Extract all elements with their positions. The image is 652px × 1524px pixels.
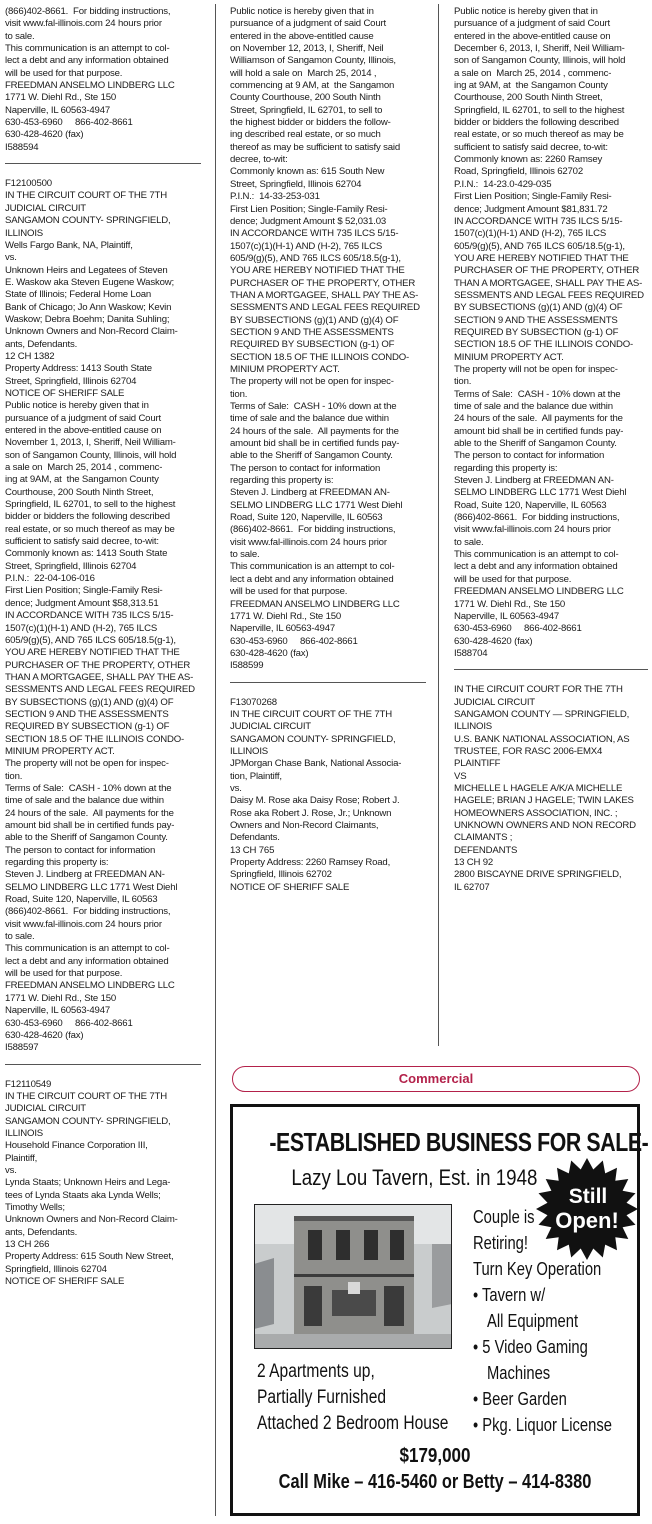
notice-line: SESSMENTS AND LEGAL FEES REQUIRED: [454, 289, 644, 301]
ad-right-line-2: Retiring!: [473, 1233, 528, 1253]
notice-separator: [454, 669, 648, 670]
notice-line: visit www.fal-illinois.com 24 hours prior: [5, 18, 162, 30]
column-3: [454, 6, 648, 894]
notice-line: PURCHASER OF THE PROPERTY, OTHER: [5, 659, 191, 671]
notice-line: SANGAMON COUNTY- SPRINGFIELD,: [5, 1115, 171, 1127]
notice-line: regarding this property is:: [230, 475, 334, 487]
notice-line: REQUIRED BY SUBSECTION (g-1) OF: [5, 721, 170, 733]
notice-line: 605/9(g)(5), AND 765 ILCS 605/18.5(g-1),: [230, 252, 401, 264]
notice-line: Steven J. Lindberg at FREEDMAN AN-: [5, 869, 165, 881]
notice-line: the highest bidder or bidders the follow-: [230, 117, 391, 129]
notice-line: 12 CH 1382: [5, 350, 55, 362]
notice-line: will hold a sale on March 25, 2014 ,: [230, 67, 377, 79]
notice-line: bidder or bidders the following described: [5, 511, 170, 523]
notice-line: 1771 W. Diehl Rd., Ste 150: [230, 610, 342, 622]
notice-line: Naperville, IL 60563-4947: [230, 623, 336, 635]
notice-line: 630-428-4620 (fax): [5, 129, 84, 141]
notice-line: YOU ARE HEREBY NOTIFIED THAT THE: [230, 265, 405, 277]
notice-line: MINIUM PROPERTY ACT.: [5, 745, 115, 757]
notice-line: State of Illinois; Federal Home Loan: [5, 289, 152, 301]
notice-line: SECTION 18.5 OF THE ILLINOIS CONDO-: [230, 351, 410, 363]
notice-line: Unknown Owners and Non-Record Claim-: [5, 326, 178, 338]
notice-line: regarding this property is:: [454, 462, 558, 474]
notice-line: NOTICE OF SHERIFF SALE: [5, 387, 125, 399]
notice-line: visit www.fal-illinois.com 24 hours prior: [454, 524, 611, 536]
ad-right-line-7: Machines: [487, 1363, 551, 1383]
notice-line: (866)402-8661. For bidding instructions,: [5, 6, 171, 17]
notice-line: pursuance of a judgment of said Court: [5, 412, 161, 424]
notice-line: SANGAMON COUNTY- SPRINGFIELD,: [230, 733, 396, 745]
notice-line: Waskow; Debra Boehm; Danita Suhling;: [5, 313, 170, 325]
still-open-starburst-icon: [535, 1157, 639, 1261]
notice-line: I588597: [5, 1042, 39, 1054]
notice-line: E. Waskow aka Steven Eugene Waskow;: [5, 276, 174, 288]
legal-notice-g: [454, 684, 648, 894]
column-1: [5, 6, 201, 1288]
notice-line: P.I.N.: 22-04-106-016: [5, 573, 95, 585]
notice-line: Road, Suite 120, Naperville, IL 60563: [454, 499, 607, 511]
notice-line: regarding this property is:: [5, 857, 109, 869]
notice-line: time of sale and the balance due within: [230, 413, 389, 425]
notice-line: lect a debt and any information obtained: [5, 55, 169, 67]
notice-line: 630-453-6960 866-402-8661: [5, 1017, 133, 1029]
notice-line: JUDICIAL CIRCUIT: [5, 202, 86, 214]
notice-line: dence; Judgment Amount $58,313.51: [5, 597, 159, 609]
notice-line: MINIUM PROPERTY ACT.: [230, 363, 340, 375]
notice-line: Public notice is hereby given that in: [454, 6, 598, 17]
notice-line: UNKNOWN OWNERS AND NON RECORD: [454, 820, 636, 831]
notice-line: Springfield, Illinois 62702: [230, 869, 332, 881]
notice-line: IN THE CIRCUIT COURT OF THE 7TH: [5, 190, 167, 202]
notice-line: will be used for that purpose.: [454, 573, 572, 585]
notice-line: F13070268: [230, 696, 277, 708]
notice-line: time of sale and the balance due within: [454, 401, 613, 412]
notice-line: FREEDMAN ANSELMO LINDBERG LLC: [5, 80, 175, 92]
notice-line: (866)402-8661. For bidding instructions,: [454, 512, 620, 524]
notice-line: Unknown Heirs and Legatees of Steven: [5, 264, 168, 276]
notice-line: First Lien Position; Single-Family Resi-: [230, 203, 388, 215]
notice-line: ILLINOIS: [5, 1127, 44, 1139]
notice-line: Road, Suite 120, Naperville, IL 60563: [5, 894, 158, 906]
notice-line: visit www.fal-illinois.com 24 hours prior: [5, 918, 162, 930]
notice-line: THAN A MORTGAGEE, SHALL PAY THE AS-: [230, 289, 419, 301]
notice-line: SECTION 9 AND THE ASSESSMENTS: [5, 708, 169, 720]
notice-line: PURCHASER OF THE PROPERTY, OTHER: [454, 265, 640, 277]
notice-line: JUDICIAL CIRCUIT: [5, 1103, 86, 1115]
notice-line: Public notice is hereby given that in: [230, 6, 374, 17]
notice-line: YOU ARE HEREBY NOTIFIED THAT THE: [454, 252, 629, 264]
notice-line: 24 hours of the sale. All payments for the: [230, 425, 399, 437]
notice-line: Daisy M. Rose aka Daisy Rose; Robert J.: [230, 795, 400, 807]
notice-line: time of sale and the balance due within: [5, 795, 164, 807]
notice-line: 1507(c)(1)(H-1) AND (H-2), 765 ILCS: [230, 240, 383, 252]
notice-line: First Lien Position; Single-Family Resi-: [5, 585, 163, 597]
notice-line: tion.: [230, 388, 248, 400]
notice-line: ing at 9AM, at the Sangamon County: [5, 474, 159, 486]
legal-notice-e: [230, 697, 426, 895]
notice-separator: [5, 1064, 201, 1065]
notice-line: F12110549: [5, 1078, 52, 1090]
notice-line: lect a debt and any information obtained: [5, 955, 169, 967]
notice-line: 1771 W. Diehl Rd., Ste 150: [5, 992, 117, 1004]
notice-line: 2800 BISCAYNE DRIVE SPRINGFIELD,: [454, 869, 622, 881]
tavern-building-photo: [254, 1204, 452, 1349]
notice-line: entered in the above-entitled cause on: [454, 30, 611, 42]
notice-line: December 6, 2013, I, Sheriff, Neil William-: [454, 43, 625, 55]
notice-line: SECTION 18.5 OF THE ILLINOIS CONDO-: [454, 339, 634, 351]
notice-line: MICHELLE L HAGELE A/K/A MICHELLE: [454, 782, 623, 794]
notice-line: Unknown Owners and Non-Record Claim-: [5, 1214, 178, 1226]
notice-line: MINIUM PROPERTY ACT.: [454, 351, 564, 363]
notice-line: 630-453-6960 866-402-8661: [5, 117, 133, 129]
notice-line: Courthouse, 200 South Ninth Street,: [5, 486, 154, 498]
notice-line: Property Address: 615 South New Street,: [5, 1251, 174, 1263]
notice-line: Steven J. Lindberg at FREEDMAN AN-: [454, 475, 614, 487]
notice-line: Household Finance Corporation III,: [5, 1140, 148, 1152]
notice-line: SELMO LINDBERG LLC 1771 West Diehl: [454, 487, 627, 499]
notice-line: THAN A MORTGAGEE, SHALL PAY THE AS-: [454, 277, 643, 289]
notice-line: The person to contact for information: [454, 450, 605, 462]
notice-line: SESSMENTS AND LEGAL FEES REQUIRED: [5, 684, 195, 696]
notice-line: Timothy Wells;: [5, 1201, 65, 1213]
notice-line: on November 12, 2013, I, Sheriff, Neil: [230, 43, 384, 55]
notice-line: Springfield, IL 62701, to sell to the highest: [5, 499, 176, 511]
notice-line: I588599: [230, 660, 264, 672]
notice-line: IN ACCORDANCE WITH 735 ILCS 5/15-: [230, 228, 399, 240]
notice-line: Public notice is hereby given that in: [5, 400, 149, 412]
notice-line: This communication is an attempt to col-: [5, 943, 170, 955]
ad-right-line-8: • Beer Garden: [473, 1389, 567, 1409]
ad-tavern-name: Lazy Lou Tavern, Est. in 1948: [291, 1165, 538, 1190]
notice-line: lect a debt and any information obtained: [230, 573, 394, 585]
notice-line: Terms of Sale: CASH - 10% down at the: [454, 388, 621, 400]
notice-line: IL 62707: [454, 881, 490, 893]
notice-line: P.I.N.: 14-23.0-429-035: [454, 178, 552, 190]
notice-line: Owners and Non-Record Claimants,: [230, 820, 379, 831]
notice-line: thereof as may be sufficient to satisfy said: [230, 141, 401, 153]
notice-line: entered in the above-entitled cause: [230, 30, 374, 42]
notice-line: This communication is an attempt to col-: [5, 43, 170, 55]
notice-line: visit www.fal-illinois.com 24 hours prior: [230, 536, 387, 548]
notice-line: FREEDMAN ANSELMO LINDBERG LLC: [454, 586, 624, 598]
notice-line: vs.: [5, 1164, 17, 1176]
notice-line: 24 hours of the sale. All payments for the: [454, 413, 623, 425]
ad-contact: Call Mike – 416-5460 or Betty – 414-8380: [278, 1471, 592, 1493]
notice-line: Steven J. Lindberg at FREEDMAN AN-: [230, 487, 390, 499]
notice-line: sufficient to satisfy said decree, to-wit:: [454, 141, 608, 153]
notice-line: BY SUBSECTIONS (g)(1) AND (g)(4) OF: [5, 696, 174, 708]
notice-line: U.S. BANK NATIONAL ASSOCIATION, AS: [454, 733, 630, 745]
notice-line: Naperville, IL 60563-4947: [5, 104, 111, 116]
column-divider-1: [215, 4, 216, 1516]
notice-line: Street, Springfield, Illinois 62704: [230, 178, 362, 190]
notice-line: FREEDMAN ANSELMO LINDBERG LLC: [230, 598, 400, 610]
notice-line: HAGELE; BRIAN J HAGELE; TWIN LAKES: [454, 795, 634, 807]
notice-line: 13 CH 92: [454, 857, 494, 869]
ad-right-line-1: Couple is: [473, 1207, 535, 1227]
ad-right-line-6: • 5 Video Gaming: [473, 1337, 588, 1357]
notice-line: Road, Springfield, Illinois 62702: [454, 166, 583, 178]
notice-line: IN THE CIRCUIT COURT FOR THE 7TH: [454, 684, 623, 696]
notice-line: decree, to-wit:: [230, 154, 288, 166]
notice-line: Bank of Chicago; Jo Ann Waskow; Kevin: [5, 301, 172, 313]
notice-line: 605/9(g)(5), AND 765 ILCS 605/18.5(g-1),: [5, 634, 176, 646]
notice-line: SANGAMON COUNTY — SPRINGFIELD,: [454, 708, 630, 720]
notice-line: commencing at 9 AM, at the Sangamon: [230, 80, 395, 92]
notice-line: 630-428-4620 (fax): [5, 1029, 84, 1041]
notice-line: Commonly known as: 615 South New: [230, 166, 385, 178]
notice-line: The property will not be open for inspec-: [454, 363, 618, 375]
notice-line: 1771 W. Diehl Rd., Ste 150: [5, 92, 117, 104]
commercial-section-header: Commercial: [232, 1066, 640, 1092]
notice-line: SELMO LINDBERG LLC 1771 West Diehl: [5, 881, 178, 893]
notice-line: 630-453-6960 866-402-8661: [230, 635, 358, 647]
notice-line: ILLINOIS: [454, 721, 493, 733]
notice-line: 630-428-4620 (fax): [454, 635, 533, 647]
notice-line: Courthouse, 200 South Ninth Street,: [454, 92, 603, 104]
notice-line: The property will not be open for inspec-: [5, 758, 169, 770]
notice-line: pursuance of a judgment of said Court: [454, 18, 610, 30]
notice-line: NOTICE OF SHERIFF SALE: [5, 1276, 125, 1288]
notice-line: This communication is an attempt to col-: [454, 549, 619, 561]
notice-line: IN ACCORDANCE WITH 735 ILCS 5/15-: [454, 215, 623, 227]
notice-line: to sale.: [5, 30, 35, 42]
notice-line: PLAINTIFF: [454, 758, 501, 770]
notice-line: tion, Plaintiff,: [230, 770, 282, 782]
notice-line: ILLINOIS: [230, 745, 269, 757]
ad-headline: -ESTABLISHED BUSINESS FOR SALE-: [269, 1127, 649, 1157]
notice-line: (866)402-8661. For bidding instructions,: [5, 906, 171, 918]
notice-line: November 1, 2013, I, Sheriff, Neil William-: [5, 437, 176, 449]
notice-line: 630-453-6960 866-402-8661: [454, 623, 582, 635]
legal-notice-f: [454, 6, 648, 660]
ad-left-line-2: Partially Furnished: [257, 1387, 387, 1408]
notice-line: Rose aka Robert J. Rose, Jr.; Unknown: [230, 807, 392, 819]
notice-line: FREEDMAN ANSELMO LINDBERG LLC: [5, 980, 175, 992]
notice-line: (866)402-8661. For bidding instructions,: [230, 524, 396, 536]
notice-line: I588704: [454, 647, 488, 659]
notice-line: SECTION 9 AND THE ASSESSMENTS: [454, 314, 618, 326]
notice-line: 1507(c)(1)(H-1) AND (H-2), 765 ILCS: [5, 622, 158, 634]
notice-line: Springfield, IL 62701, to sell to the highest: [454, 104, 625, 116]
ad-right-line-9: • Pkg. Liquor License: [473, 1415, 612, 1435]
notice-line: 24 hours of the sale. All payments for the: [5, 807, 174, 819]
notice-line: P.I.N.: 14-33-253-031: [230, 191, 320, 203]
notice-line: NOTICE OF SHERIFF SALE: [230, 881, 350, 893]
notice-line: 1771 W. Diehl Rd., Ste 150: [454, 598, 566, 610]
notice-line: amount bid shall be in certified funds pay-: [5, 820, 175, 831]
notice-line: son of Sangamon County, Illinois, will hold: [5, 449, 177, 461]
notice-line: TRUSTEE, FOR RASC 2006-EMX4: [454, 745, 603, 757]
notice-line: a sale on March 25, 2014 , commenc-: [5, 462, 163, 474]
notice-line: will be used for that purpose.: [230, 586, 348, 598]
notice-line: Defendants.: [230, 832, 280, 844]
notice-line: IN ACCORDANCE WITH 735 ILCS 5/15-: [5, 610, 174, 622]
notice-line: SELMO LINDBERG LLC 1771 West Diehl: [230, 499, 403, 511]
notice-line: Springfield, Illinois 62704: [5, 1263, 107, 1275]
notice-line: ants, Defendants.: [5, 338, 78, 350]
notice-line: The property will not be open for inspec-: [230, 376, 394, 388]
notice-line: Wells Fargo Bank, NA, Plaintiff,: [5, 239, 133, 251]
notice-line: tees of Lynda Staats aka Lynda Wells;: [5, 1189, 161, 1201]
notice-line: This communication is an attempt to col-: [230, 561, 395, 573]
notice-line: PURCHASER OF THE PROPERTY, OTHER: [230, 277, 416, 289]
notice-line: Naperville, IL 60563-4947: [454, 610, 560, 622]
notice-line: Naperville, IL 60563-4947: [5, 1005, 111, 1017]
notice-line: BY SUBSECTIONS (g)(1) AND (g)(4) OF: [454, 302, 623, 314]
notice-line: able to the Sheriff of Sangamon County.: [5, 832, 168, 844]
column-divider-2: [438, 4, 439, 1046]
notice-line: to sale.: [230, 549, 260, 561]
ad-right-line-4: • Tavern w/: [473, 1285, 546, 1305]
notice-line: a sale on March 25, 2014 , commenc-: [454, 67, 612, 79]
notice-line: The person to contact for information: [230, 462, 381, 474]
notice-line: SANGAMON COUNTY- SPRINGFIELD,: [5, 215, 171, 227]
ad-right-line-5: All Equipment: [487, 1311, 579, 1331]
notice-line: Property Address: 1413 South State: [5, 363, 152, 375]
notice-line: will be used for that purpose.: [5, 968, 123, 980]
notice-line: JPMorgan Chase Bank, National Associa-: [230, 758, 402, 770]
notice-line: amount bid shall be in certified funds pay-: [230, 438, 400, 450]
notice-line: entered in the above-entitled cause on: [5, 425, 162, 436]
notice-line: YOU ARE HEREBY NOTIFIED THAT THE: [5, 647, 180, 659]
notice-line: to sale.: [454, 536, 484, 548]
notice-line: ants, Defendants.: [5, 1226, 78, 1238]
notice-line: tion.: [454, 376, 472, 388]
notice-line: CLAIMANTS ;: [454, 832, 513, 844]
notice-line: The person to contact for information: [5, 844, 156, 856]
business-for-sale-ad: [230, 1104, 649, 1516]
notice-line: amount bid shall be in certified funds pay-: [454, 425, 624, 437]
notice-line: SECTION 9 AND THE ASSESSMENTS: [230, 326, 394, 338]
notice-line: REQUIRED BY SUBSECTION (g-1) OF: [454, 326, 619, 338]
ad-left-line-1: 2 Apartments up,: [257, 1361, 375, 1382]
starburst-line-2: Open!: [555, 1208, 619, 1233]
notice-separator: [5, 163, 201, 164]
notice-line: Property Address: 2260 Ramsey Road,: [230, 857, 391, 869]
notice-line: I588594: [5, 141, 39, 153]
notice-line: Street, Springfield, Illinois 62704: [5, 560, 137, 572]
notice-line: Street, Springfield, Illinois 62704: [5, 375, 137, 387]
notice-line: Williamson of Sangamon County, Illinois,: [230, 55, 396, 67]
notice-line: vs.: [5, 252, 17, 264]
notice-line: 13 CH 266: [5, 1239, 50, 1250]
notice-line: County Courthouse, 200 South Ninth: [230, 92, 381, 104]
notice-line: 13 CH 765: [230, 844, 275, 856]
notice-line: SECTION 18.5 OF THE ILLINOIS CONDO-: [5, 733, 185, 745]
notice-line: 1507(c)(1)(H-1) AND (H-2), 765 ILCS: [454, 228, 607, 240]
notice-line: Terms of Sale: CASH - 10% down at the: [5, 782, 172, 794]
notice-line: 605/9(g)(5), AND 765 ILCS 605/18.5(g-1),: [454, 240, 625, 252]
starburst-line-1: Still: [568, 1185, 608, 1208]
notice-line: First Lien Position; Single-Family Resi-: [454, 191, 612, 203]
notice-line: able to the Sheriff of Sangamon County.: [454, 438, 617, 450]
notice-line: IN THE CIRCUIT COURT OF THE 7TH: [5, 1090, 167, 1102]
notice-line: pursuance of a judgment of said Court: [230, 18, 386, 30]
notice-line: IN THE CIRCUIT COURT OF THE 7TH: [230, 708, 392, 720]
notice-line: JUDICIAL CIRCUIT: [230, 721, 311, 733]
notice-line: Road, Suite 120, Naperville, IL 60563: [230, 512, 383, 524]
notice-line: ing described real estate, or so much: [230, 129, 381, 141]
notice-line: son of Sangamon County, Illinois, will hold: [454, 55, 626, 67]
notice-line: Plaintiff,: [5, 1152, 38, 1164]
ad-right-line-3: Turn Key Operation: [473, 1259, 602, 1279]
notice-line: lect a debt and any information obtained: [454, 561, 618, 573]
notice-line: able to the Sheriff of Sangamon County.: [230, 450, 393, 462]
notice-line: sufficient to satisfy said decree, to-wit:: [5, 536, 159, 548]
notice-line: Terms of Sale: CASH - 10% down at the: [230, 401, 397, 412]
notice-line: dence; Judgment Amount $ 52,031.03: [230, 215, 387, 227]
notice-line: Commonly known as: 1413 South State: [5, 548, 168, 560]
notice-line: DEFENDANTS: [454, 844, 518, 856]
notice-line: ILLINOIS: [5, 227, 44, 239]
column-2: [230, 6, 426, 894]
notice-line: THAN A MORTGAGEE, SHALL PAY THE AS-: [5, 671, 194, 683]
ad-left-line-3: Attached 2 Bedroom House: [257, 1413, 449, 1434]
notice-line: Commonly known as: 2260 Ramsey: [454, 154, 603, 166]
legal-notice-b: [5, 178, 201, 1054]
notice-line: to sale.: [5, 931, 35, 943]
notice-line: REQUIRED BY SUBSECTION (g-1) OF: [230, 339, 395, 351]
notice-line: bidder or bidders the following described: [454, 117, 619, 129]
notice-line: real estate, or so much thereof as may be: [5, 523, 175, 535]
notice-line: will be used for that purpose.: [5, 67, 123, 79]
legal-notice-c: [5, 1079, 201, 1289]
notice-line: Street, Springfield, IL 62701, to sell to: [230, 104, 383, 116]
legal-notice-a-tail: [5, 6, 201, 154]
notice-line: real estate, or so much thereof as may be: [454, 129, 624, 141]
notice-separator: [230, 682, 426, 683]
notice-line: VS: [454, 770, 467, 782]
notice-line: F12100500: [5, 178, 52, 190]
notice-line: JUDICIAL CIRCUIT: [454, 696, 535, 708]
notice-line: ing at 9AM, at the Sangamon County: [454, 80, 608, 92]
legal-notice-d: [230, 6, 426, 673]
notice-line: 630-428-4620 (fax): [230, 647, 309, 659]
notice-line: dence; Judgment Amount $81,831.72: [454, 203, 608, 215]
notice-line: tion.: [5, 770, 23, 782]
notice-line: Lynda Staats; Unknown Heirs and Lega-: [5, 1177, 171, 1189]
ad-price: $179,000: [399, 1445, 471, 1467]
notice-line: HOMEOWNERS ASSOCIATION, INC. ;: [454, 807, 618, 819]
notice-line: SESSMENTS AND LEGAL FEES REQUIRED: [230, 302, 420, 314]
notice-line: vs.: [230, 782, 242, 794]
notice-line: BY SUBSECTIONS (g)(1) AND (g)(4) OF: [230, 314, 399, 326]
